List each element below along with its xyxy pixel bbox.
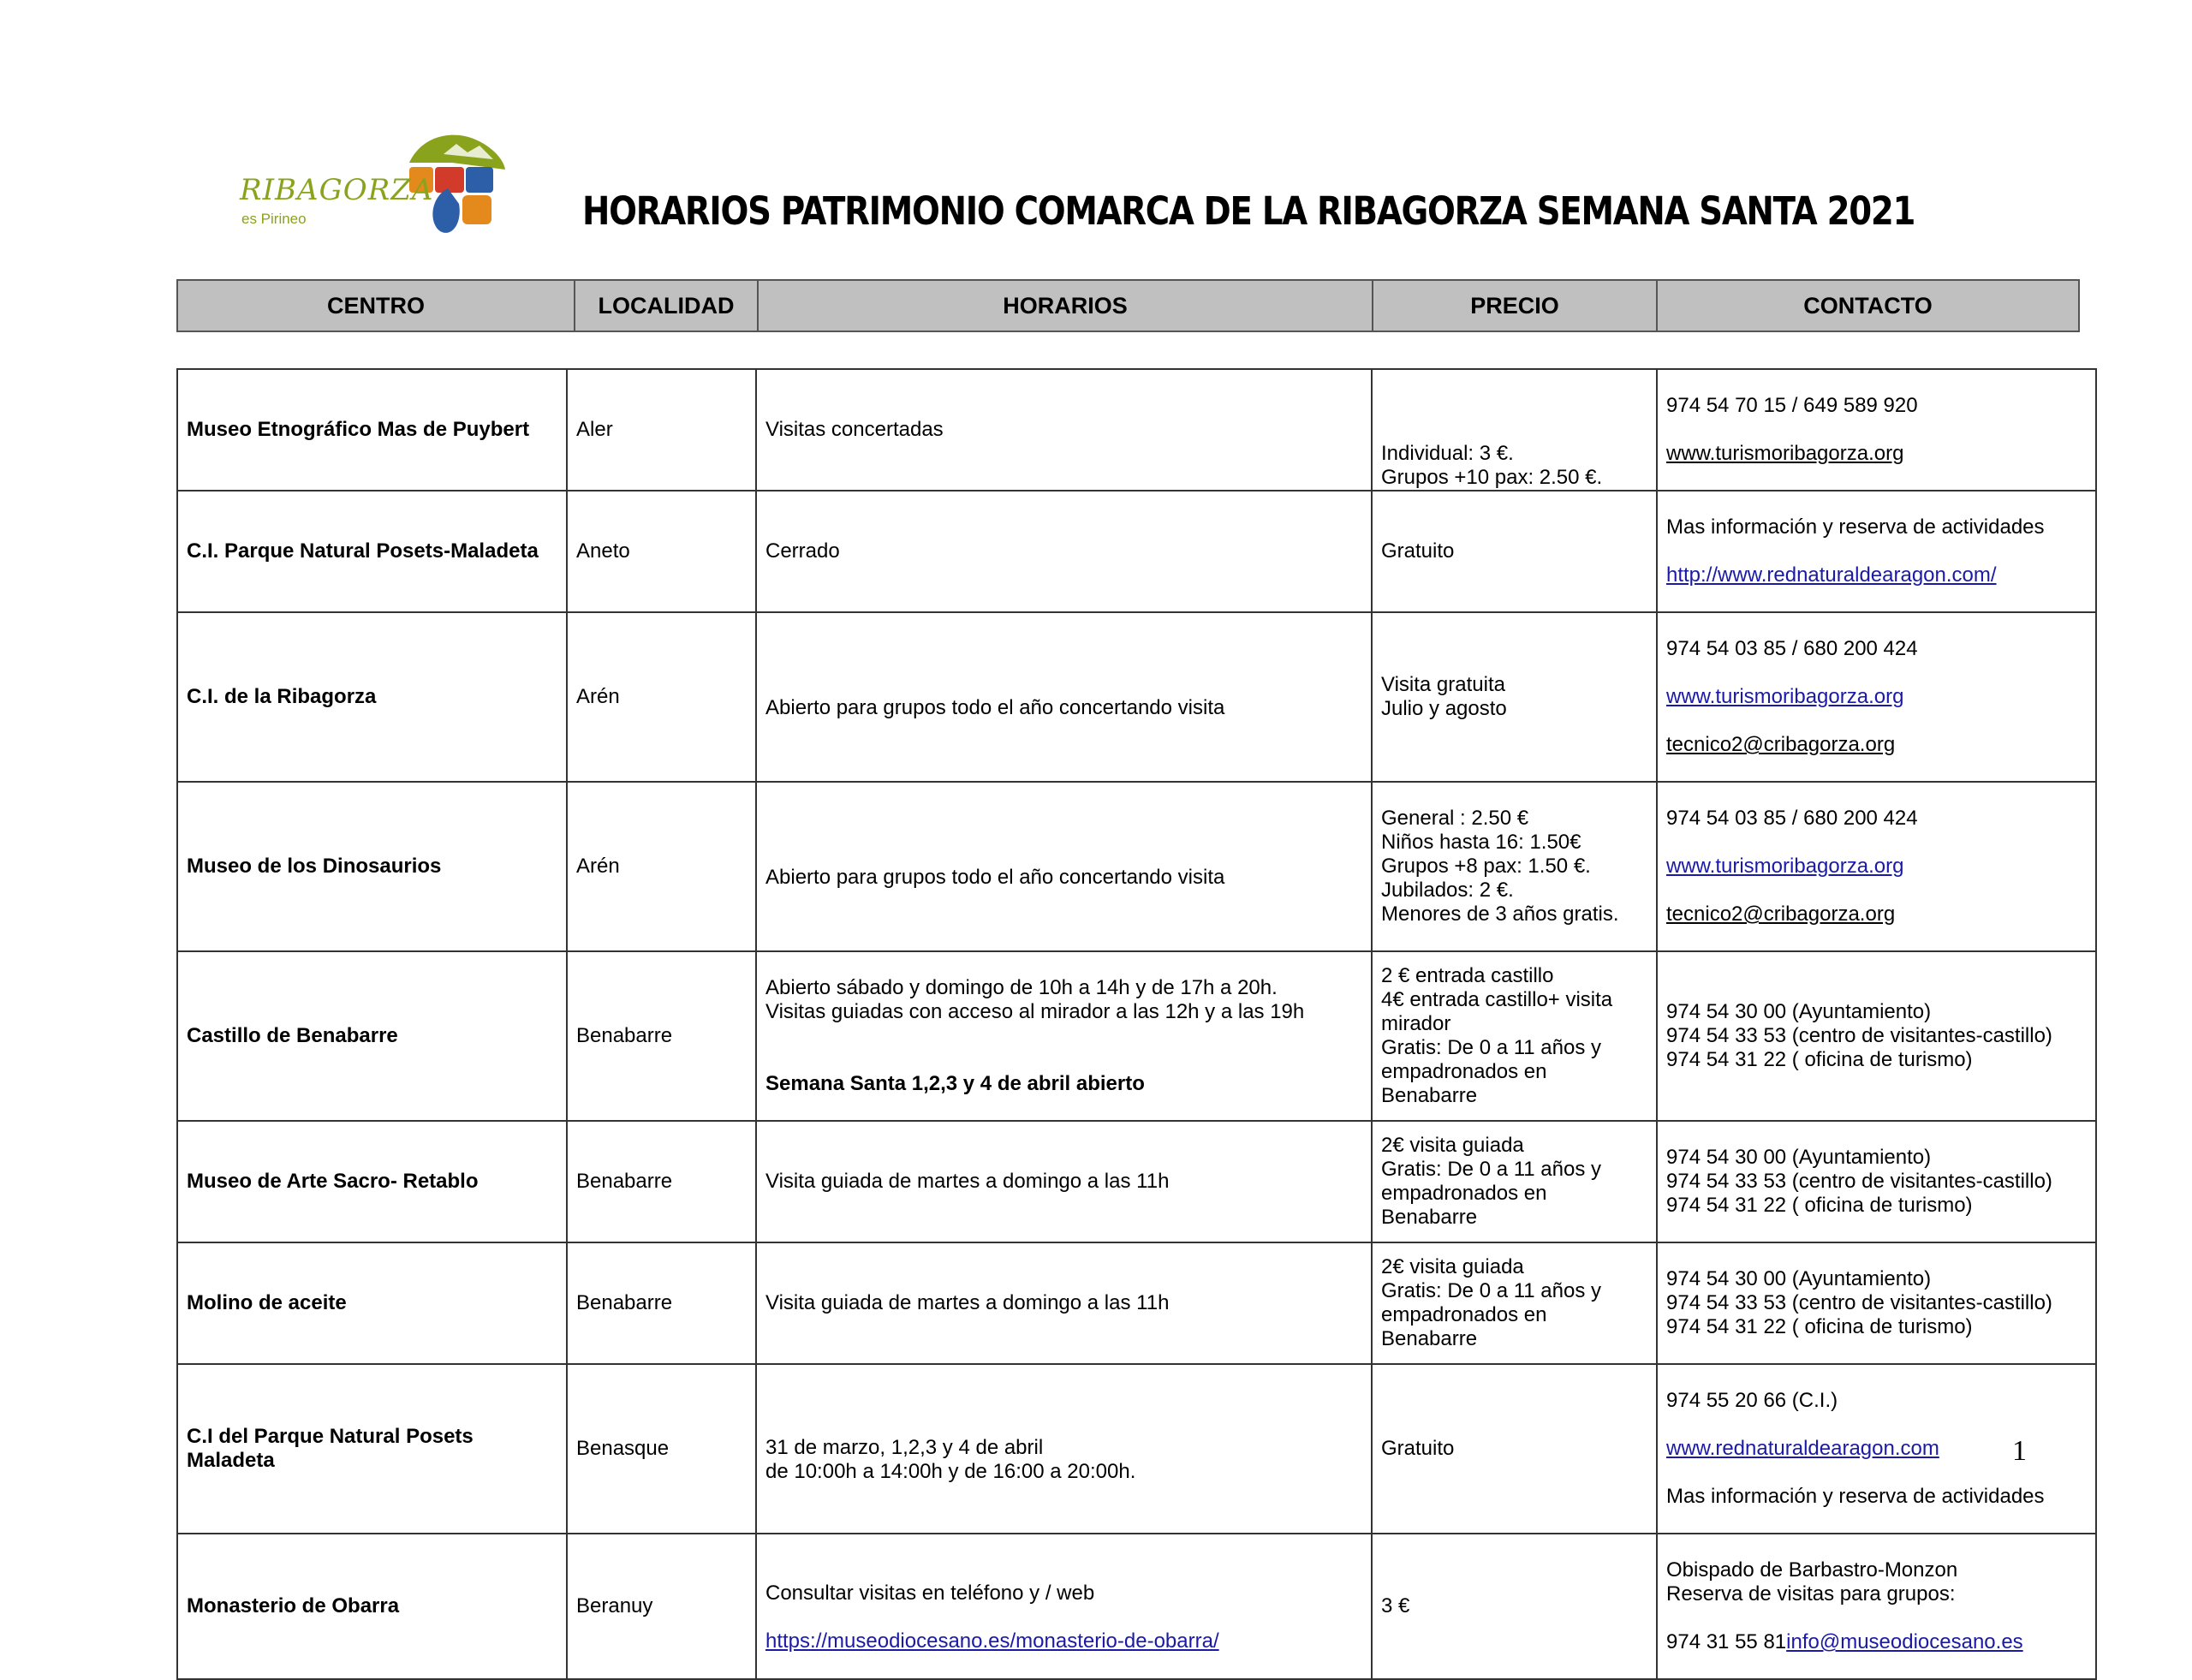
- row-contacto: 974 54 30 00 (Ayuntamiento) 974 54 33 53 (centro de visitantes-castillo) 974 54 31 22 ( oficina de turismo): [1657, 1242, 2096, 1364]
- row-horarios: Visita guiada de martes a domingo a las 11h: [756, 1242, 1372, 1364]
- contact-text: 974 54 03 85 / 680 200 424: [1666, 807, 1918, 830]
- contact-text: Obispado de Barbastro-Monzon Reserva de visitas para grupos:: [1666, 1558, 1958, 1606]
- contact-text: 974 54 70 15 / 649 589 920: [1666, 394, 1918, 417]
- row-localidad: Benabarre: [567, 951, 756, 1121]
- contact-link[interactable]: www.rednaturaldearagon.com: [1666, 1437, 1939, 1460]
- table-row: [177, 369, 2096, 491]
- row-localidad: Benabarre: [567, 1242, 756, 1364]
- horarios-link[interactable]: https://museodiocesano.es/monasterio-de-obarra/: [765, 1629, 1219, 1653]
- row-contacto: [1657, 1534, 2096, 1679]
- logo-subtitle: es Pirineo: [241, 211, 307, 227]
- row-horarios: 31 de marzo, 1,2,3 y 4 de abril de 10:00h a 14:00h y de 16:00 a 20:00h.: [756, 1364, 1372, 1534]
- row-precio: Gratuito: [1372, 1364, 1657, 1534]
- row-localidad: Arén: [567, 612, 756, 782]
- row-contacto: [1657, 1364, 2096, 1534]
- row-contacto: 974 54 30 00 (Ayuntamiento) 974 54 33 53 (centro de visitantes-castillo) 974 54 31 22 ( oficina de turismo): [1657, 951, 2096, 1121]
- contact-email[interactable]: tecnico2@cribagorza.org: [1666, 733, 1896, 756]
- table-row: [177, 1364, 2096, 1534]
- row-precio: Visita gratuita Julio y agosto: [1372, 612, 1657, 782]
- row-localidad: Arén: [567, 782, 756, 951]
- header-horarios: HORARIOS: [758, 280, 1373, 331]
- contact-link[interactable]: http://www.rednaturaldearagon.com/: [1666, 563, 1997, 587]
- row-contacto: [1657, 612, 2096, 782]
- contact-link[interactable]: www.turismoribagorza.org: [1666, 442, 1904, 465]
- row-horarios: [756, 1534, 1372, 1679]
- row-precio: General : 2.50 € Niños hasta 16: 1.50€ Grupos +8 pax: 1.50 €. Jubilados: 2 €. Menores de 3 años gratis.: [1372, 782, 1657, 951]
- row-localidad: Aler: [567, 369, 756, 491]
- row-localidad: Aneto: [567, 491, 756, 612]
- contact-phone: 974 31 55 81: [1666, 1630, 1787, 1653]
- row-precio: Gratuito: [1372, 491, 1657, 612]
- row-centro: C.I. Parque Natural Posets-Maladeta: [177, 491, 567, 612]
- table-row: [177, 951, 2096, 1121]
- table-row: [177, 612, 2096, 782]
- schedule-table: [176, 368, 2097, 1680]
- contact-link[interactable]: www.turismoribagorza.org: [1666, 685, 1904, 708]
- header-contacto: CONTACTO: [1657, 280, 2079, 331]
- row-precio: 3 €: [1372, 1534, 1657, 1679]
- row-centro: Museo de Arte Sacro- Retablo: [177, 1121, 567, 1242]
- row-localidad: Benabarre: [567, 1121, 756, 1242]
- row-precio: 2€ visita guiada Gratis: De 0 a 11 años y empadronados en Benabarre: [1372, 1121, 1657, 1242]
- header-centro: CENTRO: [177, 280, 575, 331]
- row-contacto: 974 54 30 00 (Ayuntamiento) 974 54 33 53 (centro de visitantes-castillo) 974 54 31 22 ( oficina de turismo): [1657, 1121, 2096, 1242]
- row-horarios: Visitas concertadas: [756, 369, 1372, 491]
- row-precio: Individual: 3 €. Grupos +10 pax: 2.50 €.: [1372, 369, 1657, 491]
- row-contacto: [1657, 782, 2096, 951]
- contact-link[interactable]: www.turismoribagorza.org: [1666, 855, 1904, 878]
- header-table: [176, 279, 2080, 332]
- row-precio: 2 € entrada castillo 4€ entrada castillo+ visita mirador Gratis: De 0 a 11 años y empadronados en Benabarre: [1372, 951, 1657, 1121]
- row-horarios: Abierto para grupos todo el año concertando visita: [756, 612, 1372, 782]
- row-centro: Museo de los Dinosaurios: [177, 782, 567, 951]
- page-number: 1: [2012, 1435, 2027, 1467]
- horarios-text: Abierto sábado y domingo de 10h a 14h y de 17h a 20h. Visitas guiadas con acceso al mirador a las 12h y a las 19h: [765, 976, 1305, 1023]
- row-horarios: Visita guiada de martes a domingo a las 11h: [756, 1121, 1372, 1242]
- header-localidad: LOCALIDAD: [575, 280, 758, 331]
- table-row: [177, 1121, 2096, 1242]
- contact-text: 974 55 20 66 (C.I.): [1666, 1389, 1838, 1412]
- table-row: [177, 782, 2096, 951]
- contact-text: Mas información y reserva de actividades: [1666, 515, 2045, 539]
- row-contacto: [1657, 491, 2096, 612]
- table-row: [177, 491, 2096, 612]
- contact-text-after: Mas información y reserva de actividades: [1666, 1485, 2045, 1508]
- table-row: [177, 1242, 2096, 1364]
- row-horarios: Abierto para grupos todo el año concertando visita: [756, 782, 1372, 951]
- row-horarios: [756, 951, 1372, 1121]
- row-localidad: Benasque: [567, 1364, 756, 1534]
- row-localidad: Beranuy: [567, 1534, 756, 1679]
- contact-text: 974 54 03 85 / 680 200 424: [1666, 637, 1918, 660]
- row-precio: 2€ visita guiada Gratis: De 0 a 11 años y empadronados en Benabarre: [1372, 1242, 1657, 1364]
- header-precio: PRECIO: [1373, 280, 1657, 331]
- logo-text: RIBAGORZA: [240, 173, 434, 207]
- page-title: HORARIOS PATRIMONIO COMARCA DE LA RIBAGORZA SEMANA SANTA 2021: [582, 188, 1915, 234]
- row-centro: Castillo de Benabarre: [177, 951, 567, 1121]
- row-centro: C.I. de la Ribagorza: [177, 612, 567, 782]
- horarios-highlight: Semana Santa 1,2,3 y 4 de abril abierto: [765, 1072, 1145, 1095]
- ribagorza-logo: [238, 128, 521, 240]
- table-row: [177, 1534, 2096, 1679]
- row-contacto: [1657, 369, 2096, 491]
- contact-email[interactable]: info@museodiocesano.es: [1786, 1630, 2023, 1653]
- row-centro: Monasterio de Obarra: [177, 1534, 567, 1679]
- contact-email[interactable]: tecnico2@cribagorza.org: [1666, 903, 1896, 926]
- row-centro: Molino de aceite: [177, 1242, 567, 1364]
- row-centro: Museo Etnográfico Mas de Puybert: [177, 369, 567, 491]
- row-horarios: Cerrado: [756, 491, 1372, 612]
- row-centro: C.I del Parque Natural Posets Maladeta: [177, 1364, 567, 1534]
- contact-line: [1666, 1630, 2087, 1654]
- horarios-text: Consultar visitas en teléfono y / web: [765, 1582, 1095, 1605]
